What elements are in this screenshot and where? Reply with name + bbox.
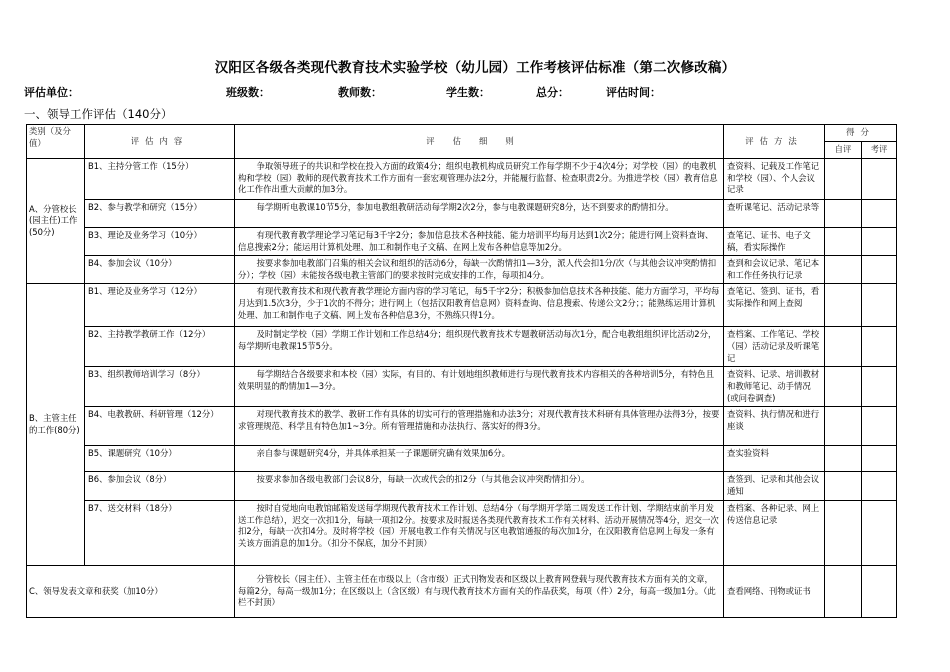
info-line bbox=[0, 84, 950, 100]
method-cell: 查看网络、刊物或证书 bbox=[724, 566, 825, 618]
detail-cell: 及时制定学校（园）学期工作计划和工作总结4分；组织现代教育技术专题教研活动每次1分，配合电教组组织评比活动2分，每学期听电教课15节5分。 bbox=[235, 327, 724, 367]
exam-score-cell[interactable] bbox=[862, 446, 897, 472]
item-cell: B4、参加会议（10分） bbox=[85, 256, 235, 284]
item-cell: B1、主持分管工作（15分） bbox=[85, 159, 235, 200]
self-score-cell[interactable] bbox=[825, 200, 862, 228]
table-row bbox=[27, 256, 897, 284]
method-cell: 查听课笔记、活动记录等 bbox=[724, 200, 825, 228]
exam-score-cell[interactable] bbox=[862, 284, 897, 327]
item-cell: B2、参与教学和研究（15分） bbox=[85, 200, 235, 228]
table-row bbox=[27, 407, 897, 446]
header-category: 类别（及分值） bbox=[27, 125, 85, 159]
exam-score-cell[interactable] bbox=[862, 501, 897, 566]
self-score-cell[interactable] bbox=[825, 256, 862, 284]
table-row bbox=[27, 472, 897, 501]
detail-cell: 有现代教育教学理论学习笔记每3千字2分；参加信息技术各种技能、能力培训平均每月达到1次2分；能进行网上资料查询、信息搜索2分；能运用计算机处理、加工和制作电子文稿、在网上发布各种信息等加2分。 bbox=[235, 228, 724, 256]
exam-score-cell[interactable] bbox=[862, 228, 897, 256]
method-cell: 查资料、记载及工作笔记和学校（园）、个人会议记录 bbox=[724, 159, 825, 200]
exam-score-cell[interactable] bbox=[862, 566, 897, 618]
info-students: 学生数： bbox=[446, 86, 490, 99]
header-row-1 bbox=[27, 125, 897, 142]
document-title: 汉阳区各级各类现代教育技术实验学校（幼儿园）工作考核评估标准（第二次修改稿） bbox=[214, 60, 736, 76]
detail-cell: 按时自觉地向电教馆邮箱发送每学期现代教育技术工作计划、总结4分（每学期开学第二周发送工作计划、学期结束前半月发送工作总结），迟交一次扣1分，每缺一项扣2分。按要求及时报送各类现代教育技术工作有关材料、活动开展情况等4分，迟交一次扣2分，每缺一次扣4分。及时将学校（园）开展电教工作有关情况与区电教馆通报的每次加1分，在汉阳教育信息网上每发一条有关该方面消息的加1分。（扣分不保底，加分不封顶） bbox=[235, 501, 724, 566]
info-teachers: 教师数： bbox=[338, 86, 382, 99]
method-cell: 查档案、工作笔记、学校（园）活动记录及听课笔记 bbox=[724, 327, 825, 367]
self-score-cell[interactable] bbox=[825, 284, 862, 327]
table-row bbox=[27, 566, 897, 618]
exam-score-cell[interactable] bbox=[862, 367, 897, 407]
self-score-cell[interactable] bbox=[825, 327, 862, 367]
item-cell: B3、理论及业务学习（10分） bbox=[85, 228, 235, 256]
detail-cell: 有现代教育技术和现代教育教学理论方面内容的学习笔记，每5千字2分；积极参加信息技术各种技能、能力方面学习，平均每月达到1.5次3分，少于1次的不得分；进行网上（包括汉阳教育信息网）资料查询、信息搜索、传递公文2分；；能熟练运用计算机处理、加工和制作电子文稿、网上发布各种信息3分，不熟练只得1分。 bbox=[235, 284, 724, 327]
detail-cell: 按要求参加各级电教部门会议8分，每缺一次或代会的扣2分（与其他会议冲突酌情扣分）。 bbox=[235, 472, 724, 501]
header-score: 得分 bbox=[825, 125, 897, 142]
evaluation-table bbox=[26, 124, 897, 618]
table-row bbox=[27, 367, 897, 407]
method-cell: 查实验资料 bbox=[724, 446, 825, 472]
item-cell: B7、送交材料（18分） bbox=[85, 501, 235, 566]
method-cell: 查资料、执行情况和进行座谈 bbox=[724, 407, 825, 446]
table-row bbox=[27, 446, 897, 472]
info-time: 评估时间： bbox=[606, 86, 661, 99]
method-cell: 查档案、各种记录、网上传送信息记录 bbox=[724, 501, 825, 566]
detail-cell: 亲自参与课题研究4分，并具体承担某一子课题研究确有效果加6分。 bbox=[235, 446, 724, 472]
self-score-cell[interactable] bbox=[825, 159, 862, 200]
exam-score-cell[interactable] bbox=[862, 472, 897, 501]
header-method: 评估方法 bbox=[724, 125, 825, 159]
self-score-cell[interactable] bbox=[825, 228, 862, 256]
exam-score-cell[interactable] bbox=[862, 200, 897, 228]
item-cell: B5、课题研究（10分） bbox=[85, 446, 235, 472]
method-cell: 查资料、记录、培训教材和教师笔记、动手情况(或问卷调查) bbox=[724, 367, 825, 407]
category-b: B、主管主任的工作(80分) bbox=[27, 284, 85, 566]
table-row bbox=[27, 200, 897, 228]
table-row bbox=[27, 284, 897, 327]
exam-score-cell[interactable] bbox=[862, 159, 897, 200]
detail-cell: 争取领导班子的共识和学校在投入方面的政策4分；组织电教机构成员研究工作每学期不少于4次4分；对学校（园）的电教机构和学校（园）教师的现代教育技术工作方面有一套宏观管理办法2分，并能履行监督、检查职责2分。为推进学校（园）教育信息化工作作出重大贡献的加3分。 bbox=[235, 159, 724, 200]
item-cell: B1、理论及业务学习（12分） bbox=[85, 284, 235, 327]
info-total: 总分： bbox=[536, 86, 569, 99]
self-score-cell[interactable] bbox=[825, 472, 862, 501]
header-content: 评估内容 bbox=[85, 125, 235, 159]
section-heading: 一、领导工作评估（140分） bbox=[24, 107, 173, 121]
table-row bbox=[27, 159, 897, 200]
method-cell: 查笔记、签到、证书，看实际操作和网上查阅 bbox=[724, 284, 825, 327]
item-cell: B4、电教教研、科研管理（12分） bbox=[85, 407, 235, 446]
category-c: C、领导发表文章和获奖（加10分） bbox=[27, 566, 235, 618]
self-score-cell[interactable] bbox=[825, 367, 862, 407]
category-a: A、分管校长(园主任)工作(50分) bbox=[27, 159, 85, 284]
detail-cell: 按要求参加电教部门召集的相关会议和组织的活动6分，每缺一次酌情扣1—3分，派人代会扣1分/次（与其他会议冲突酌情扣分）；学校（园）未能按各级电教主管部门的要求按时完成安排的工作，每项扣4分。 bbox=[235, 256, 724, 284]
detail-cell: 每学期结合各级要求和本校（园）实际，有目的、有计划地组织教师进行与现代教育技术内容相关的各种培训5分，有特色且效果明显的酌情加1—3分。 bbox=[235, 367, 724, 407]
exam-score-cell[interactable] bbox=[862, 256, 897, 284]
detail-cell: 对现代教育技术的教学、教研工作有具体的切实可行的管理措施和办法3分；对现代教育技术科研有具体管理办法得3分，按要求管理规范、科学且有特色加1~3分。所有管理措施和办法执行、落实好的得3分。 bbox=[235, 407, 724, 446]
header-detail: 评估细则 bbox=[235, 125, 724, 159]
method-cell: 查到和会议记录、笔记本和工作任务执行记录 bbox=[724, 256, 825, 284]
detail-cell: 每学期听电教课10节5分，参加电教组教研活动每学期2次2分，参与电教课题研究8分，达不到要求的酌情扣分。 bbox=[235, 200, 724, 228]
item-cell: B2、主持教学教研工作（12分） bbox=[85, 327, 235, 367]
header-exam: 考评 bbox=[862, 142, 897, 159]
detail-cell: 分管校长（园主任）、主管主任在市级以上（含市级）正式刊物发表和区级以上教育网登载与现代教育技术方面有关的文章，每篇2分，每高一级加1分；在区级以上（含区级）有与现代教育技术方面有关的作品获奖，每项（件）2分，每高一级加1分。（此栏不封顶） bbox=[235, 566, 724, 618]
info-classes: 班级数： bbox=[226, 86, 270, 99]
item-cell: B6、参加会议（8分） bbox=[85, 472, 235, 501]
exam-score-cell[interactable] bbox=[862, 407, 897, 446]
self-score-cell[interactable] bbox=[825, 566, 862, 618]
item-cell: B3、组织教师培训学习（8分） bbox=[85, 367, 235, 407]
self-score-cell[interactable] bbox=[825, 501, 862, 566]
method-cell: 查笔记、证书、电子文稿，看实际操作 bbox=[724, 228, 825, 256]
table-row bbox=[27, 327, 897, 367]
table-row bbox=[27, 228, 897, 256]
self-score-cell[interactable] bbox=[825, 407, 862, 446]
method-cell: 查签到、记录和其他会议通知 bbox=[724, 472, 825, 501]
table-row bbox=[27, 501, 897, 566]
exam-score-cell[interactable] bbox=[862, 327, 897, 367]
header-self: 自评 bbox=[825, 142, 862, 159]
self-score-cell[interactable] bbox=[825, 446, 862, 472]
info-unit: 评估单位： bbox=[24, 86, 79, 99]
